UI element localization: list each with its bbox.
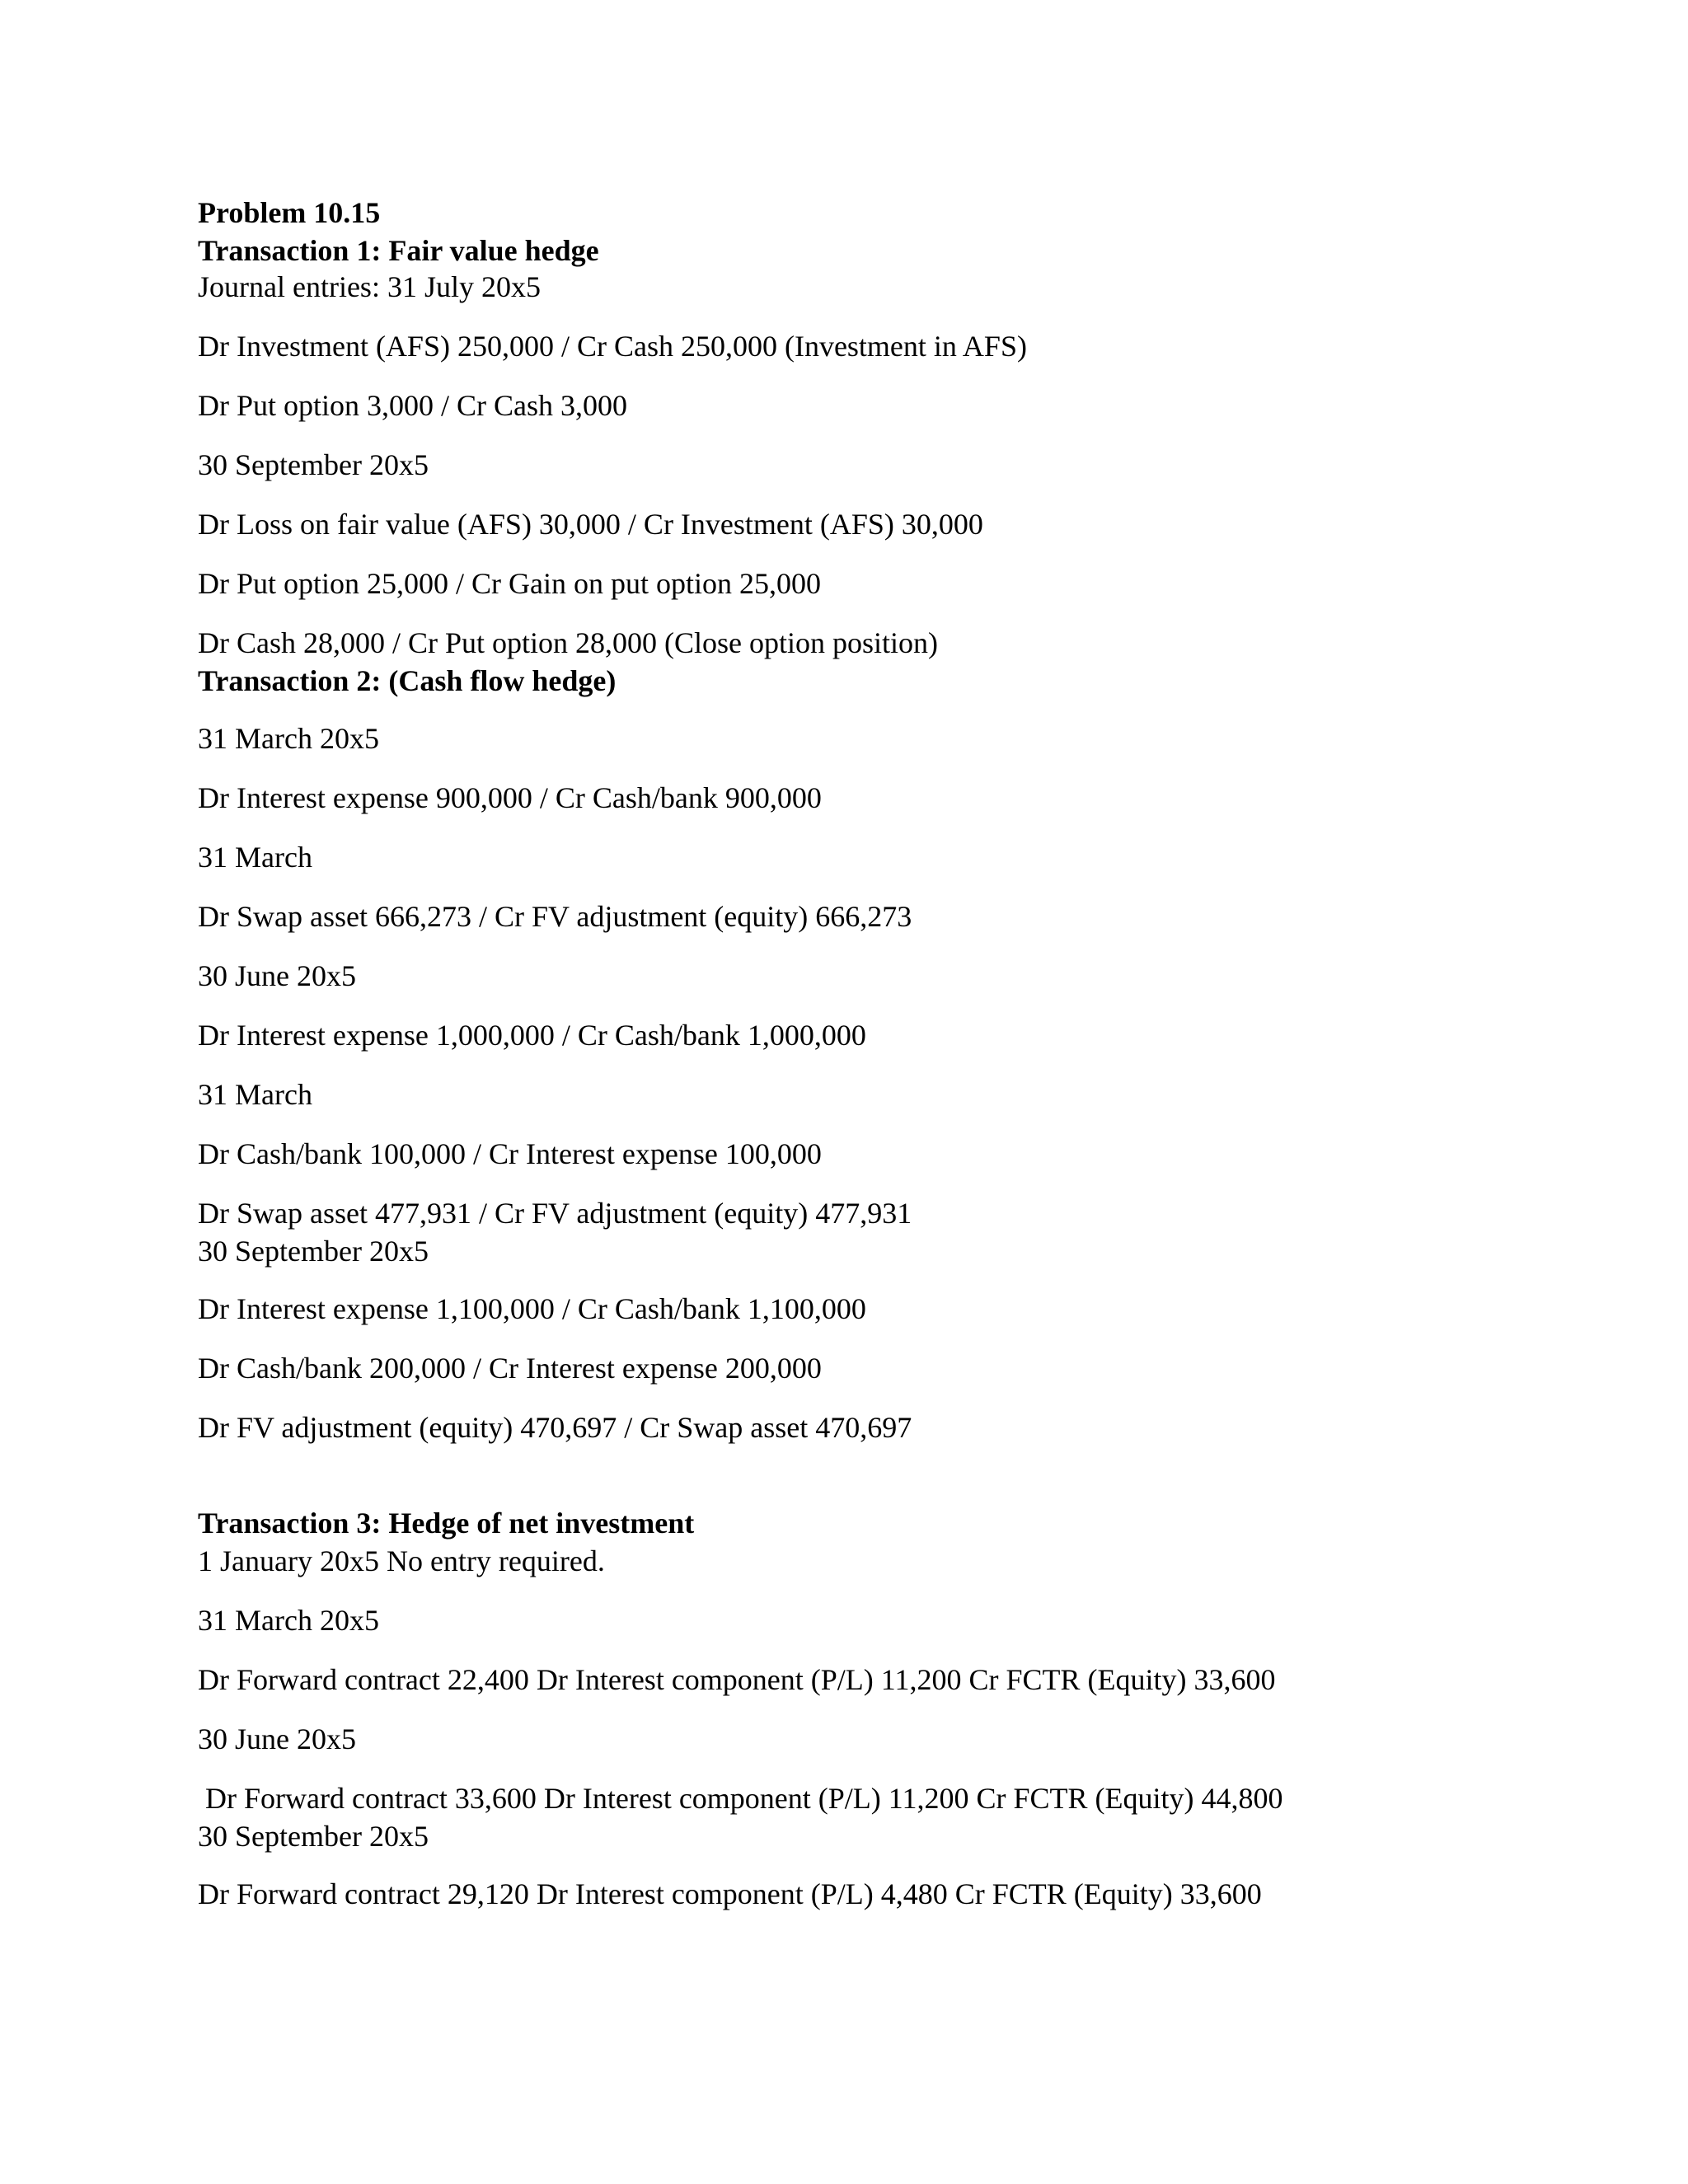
journal-entry: Dr Interest expense 900,000 / Cr Cash/bank 900,000: [198, 781, 822, 814]
journal-entry: Dr Cash 28,000 / Cr Put option 28,000 (Close option position): [198, 626, 939, 659]
entry-date: 31 March 20x5: [198, 722, 379, 755]
journal-entry: Dr Interest expense 1,100,000 / Cr Cash/bank 1,100,000: [198, 1292, 866, 1325]
entry-date: 30 June 20x5: [198, 1722, 356, 1755]
transaction-1-heading: Transaction 1: Fair value hedge: [198, 234, 599, 267]
transaction-3-subheading: 1 January 20x5 No entry required.: [198, 1544, 605, 1577]
journal-entry: Dr Put option 25,000 / Cr Gain on put option 25,000: [198, 567, 821, 600]
journal-entry: Dr FV adjustment (equity) 470,697 / Cr Swap asset 470,697: [198, 1411, 912, 1444]
journal-entry: Dr Forward contract 22,400 Dr Interest component (P/L) 11,200 Cr FCTR (Equity) 33,600: [198, 1663, 1276, 1696]
journal-entry: Dr Forward contract 33,600 Dr Interest component (P/L) 11,200 Cr FCTR (Equity) 44,800: [198, 1782, 1283, 1815]
journal-entry: Dr Investment (AFS) 250,000 / Cr Cash 250,000 (Investment in AFS): [198, 330, 1027, 363]
journal-entry: Dr Interest expense 1,000,000 / Cr Cash/bank 1,000,000: [198, 1019, 866, 1052]
entry-date: 30 June 20x5: [198, 959, 356, 992]
journal-entry: Dr Swap asset 666,273 / Cr FV adjustment (equity) 666,273: [198, 900, 912, 933]
problem-title: Problem 10.15: [198, 196, 381, 229]
transaction-3-heading: Transaction 3: Hedge of net investment: [198, 1507, 695, 1540]
journal-entry: Dr Loss on fair value (AFS) 30,000 / Cr Investment (AFS) 30,000: [198, 508, 983, 541]
journal-entry: Dr Forward contract 29,120 Dr Interest component (P/L) 4,480 Cr FCTR (Equity) 33,600: [198, 1877, 1262, 1910]
entry-date: 30 September 20x5: [198, 1820, 429, 1853]
transaction-2-heading: Transaction 2: (Cash flow hedge): [198, 664, 617, 697]
journal-entry: Dr Swap asset 477,931 / Cr FV adjustment (equity) 477,931: [198, 1197, 912, 1230]
entry-date: 30 September 20x5: [198, 448, 429, 481]
journal-entry: Dr Put option 3,000 / Cr Cash 3,000: [198, 389, 628, 422]
entry-date: 30 September 20x5: [198, 1235, 429, 1268]
journal-entry: Dr Cash/bank 200,000 / Cr Interest expense 200,000: [198, 1352, 822, 1385]
entry-date: 31 March: [198, 1078, 312, 1111]
entry-date: 31 March: [198, 841, 312, 874]
journal-entry: Dr Cash/bank 100,000 / Cr Interest expense 100,000: [198, 1137, 822, 1170]
transaction-1-subheading: Journal entries: 31 July 20x5: [198, 270, 541, 303]
entry-date: 31 March 20x5: [198, 1604, 379, 1637]
